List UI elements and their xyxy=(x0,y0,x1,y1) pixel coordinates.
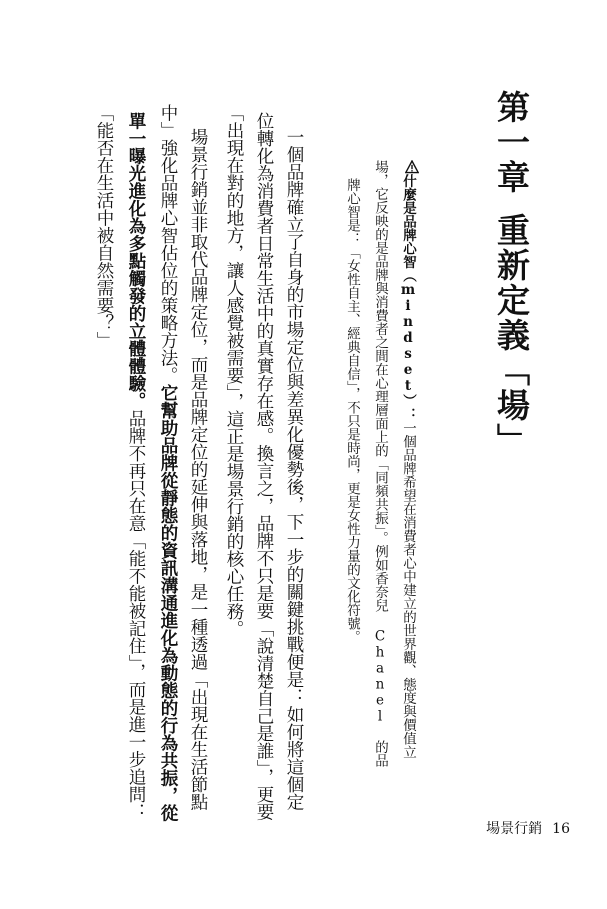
chapter-title xyxy=(488,90,535,458)
body-p2-line-2: 中」強化品牌心智佔位的策略方法。它幫助品牌從靜態的資訊溝通進化為動態的行為共振，從 xyxy=(158,104,178,822)
note-term: 什麼是品牌心智（mindset）： xyxy=(400,174,416,421)
warning-icon xyxy=(405,160,419,174)
body-p2-line-3: 單一曝光進化為多點觸發的立體體驗。品牌不再只在意「能不能被記住」，而是進一步追問： xyxy=(126,112,146,821)
body-p2-line-1: 場景行銷並非取代品牌定位，而是品牌定位的延伸與落地，是一種透過「出現在生活節點 xyxy=(188,128,208,811)
chapter-title-text: 重新定義「場」 xyxy=(492,213,531,458)
body-p1-line-1: 一個品牌確立了自身的市場定位與差異化優勢後，下一步的關鍵挑戰便是：如何將這個定 xyxy=(284,128,304,811)
note-line-3: 牌心智是：「女性自主、經典自信」，不只是時尚，更是女性力量的文化符號。 xyxy=(344,178,360,644)
body-p2-line-4: 「能否在生活中被自然需要？」 xyxy=(94,104,114,349)
body-p1-line-2: 位轉化為消費者日常生活中的真實存在感。換言之，品牌不只是要「說清楚自己是誰」，更要 xyxy=(254,112,274,821)
note-line-1 xyxy=(398,160,419,759)
note-definition: 一個品牌希望在消費者心中建立的世界觀、態度與價值立 xyxy=(400,421,416,759)
running-title: 場景行銷 xyxy=(486,821,543,837)
body-p1-line-3: 「出現在對的地方，讓人感覺被需要」，這正是場景行銷的核心任務。 xyxy=(224,104,244,638)
note-line-2: 場，它反映的是品牌與消費者之間在心理層面上的「同頻共振」。例如香奈兒 Chanel 的品 xyxy=(372,160,388,768)
chapter-label: 第一章 xyxy=(492,90,531,195)
page-footer xyxy=(486,818,570,838)
page-number: 16 xyxy=(552,821,570,837)
